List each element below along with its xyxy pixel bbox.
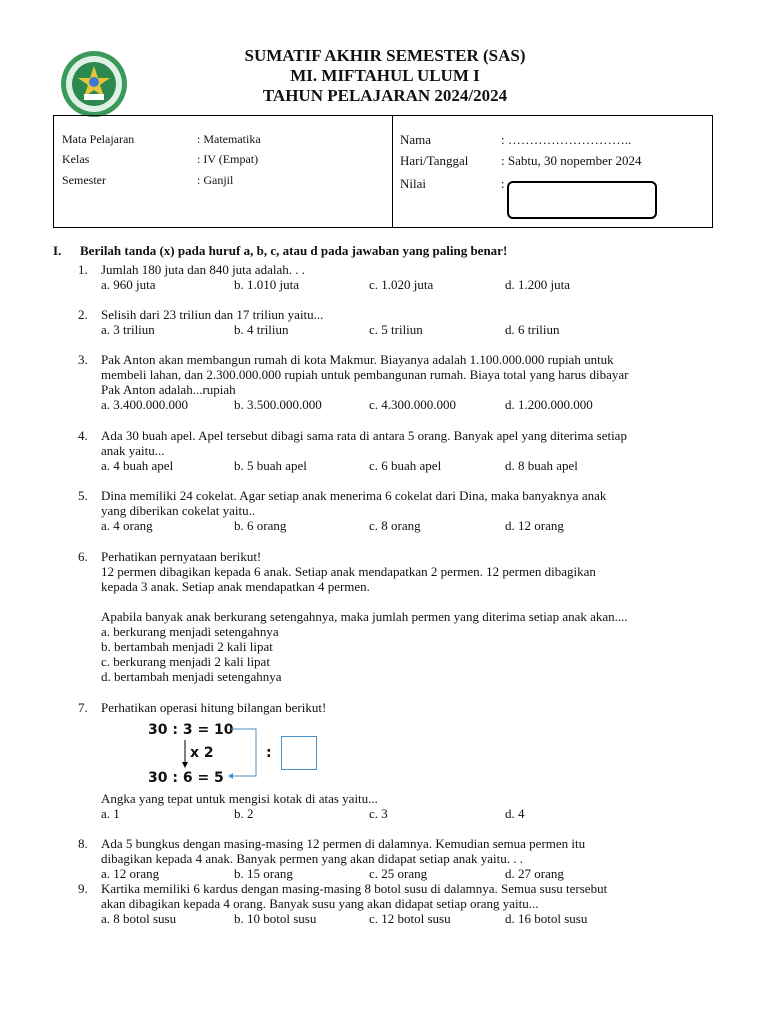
question-4 <box>78 428 718 473</box>
answer-options <box>101 458 718 473</box>
question-text: dibagikan kepada 4 anak. Banyak permen yang akan didapat setiap anak yaitu. . . <box>101 851 523 866</box>
question-text: Pak Anton akan membangun rumah di kota Makmur. Biayanya adalah 1.100.000.000 rupiah untuk <box>101 352 614 367</box>
answer-options <box>101 518 718 533</box>
student-info-box <box>53 115 713 228</box>
question-text: Jumlah 180 juta dan 840 juta adalah. . . <box>101 262 305 277</box>
question-text: yang diberikan cokelat yaitu.. <box>101 503 256 518</box>
school-logo-icon <box>60 50 128 118</box>
option-b[interactable]: b. bertambah menjadi 2 kali lipat <box>101 639 273 654</box>
option-b[interactable]: b. 3.500.000.000 <box>234 397 322 412</box>
question-number: 3. <box>78 352 88 367</box>
header-year: TAHUN PELAJARAN 2024/2024 <box>262 86 508 105</box>
date-value: : Sabtu, 30 nopember 2024 <box>501 153 642 168</box>
arrow-down-icon <box>182 762 188 768</box>
question-7-prompt <box>78 791 718 821</box>
diagram-arrows <box>148 720 348 790</box>
class-label: Kelas <box>62 152 90 166</box>
question-text: kepada 3 anak. Setiap anak mendapatkan 4 permen. <box>101 579 370 594</box>
option-c[interactable]: c. 4.300.000.000 <box>369 397 457 412</box>
header-title: SUMATIF AKHIR SEMESTER (SAS) <box>244 46 526 65</box>
question-text: Perhatikan operasi hitung bilangan berikut! <box>101 700 327 715</box>
question-text: membeli lahan, dan 2.300.000.000 rupiah untuk pembangunan rumah. Biaya total yang harus dibayar <box>101 367 629 382</box>
option-a[interactable]: a. 8 botol susu <box>101 911 177 926</box>
date-label: Hari/Tanggal <box>400 153 469 168</box>
header-school: MI. MIFTAHUL ULUM I <box>290 66 480 85</box>
subject-value: : Matematika <box>197 132 261 146</box>
question-text: Apabila banyak anak berkurang setengahnya, maka jumlah permen yang diterima setiap anak akan.... <box>101 609 628 624</box>
semester-label: Semester <box>62 173 106 187</box>
subject-label: Mata Pelajaran <box>62 132 135 146</box>
option-b[interactable]: b. 15 orang <box>234 866 293 881</box>
answer-options <box>101 806 718 821</box>
score-colon: : <box>501 176 505 191</box>
question-1 <box>78 262 718 292</box>
question-5 <box>78 488 718 533</box>
question-text: Angka yang tepat untuk mengisi kotak di atas yaitu... <box>101 791 378 806</box>
option-d[interactable]: d. 12 orang <box>505 518 564 533</box>
option-a[interactable]: a. 4 orang <box>101 518 153 533</box>
option-a[interactable]: a. 12 orang <box>101 866 160 881</box>
question-6 <box>78 549 718 684</box>
section-number: I. <box>53 243 62 258</box>
option-c[interactable]: c. 12 botol susu <box>369 911 451 926</box>
question-7 <box>78 700 718 715</box>
option-d[interactable]: d. 16 botol susu <box>505 911 588 926</box>
option-d[interactable]: d. 4 <box>505 806 525 821</box>
arrow-left-icon <box>228 773 233 779</box>
question-text: Dina memiliki 24 cokelat. Agar setiap anak menerima 6 cokelat dari Dina, maka banyaknya anak <box>101 488 607 503</box>
blank-line <box>101 594 718 609</box>
question-2 <box>78 307 718 337</box>
class-value: : IV (Empat) <box>197 152 259 166</box>
option-b[interactable]: b. 5 buah apel <box>234 458 307 473</box>
option-d[interactable]: d. bertambah menjadi setengahnya <box>101 669 282 684</box>
equation-bottom: 30 : 6 = 5 <box>148 770 224 786</box>
question-text: Ada 30 buah apel. Apel tersebut dibagi sama rata di antara 5 orang. Banyak apel yang diterima setiap <box>101 428 627 443</box>
question-text: Perhatikan pernyataan berikut! <box>101 549 262 564</box>
question-text: Kartika memiliki 6 kardus dengan masing-masing 8 botol susu di dalamnya. Semua susu tersebut <box>101 881 608 896</box>
option-d[interactable]: d. 1.200 juta <box>505 277 570 292</box>
option-b[interactable]: b. 10 botol susu <box>234 911 317 926</box>
option-b[interactable]: b. 6 orang <box>234 518 287 533</box>
option-d[interactable]: d. 27 orang <box>505 866 564 881</box>
section-instruction: Berilah tanda (x) pada huruf a, b, c, atau d pada jawaban yang paling benar! <box>80 243 508 258</box>
question-text: Selisih dari 23 triliun dan 17 triliun yaitu... <box>101 307 324 322</box>
equation-top: 30 : 3 = 10 <box>148 722 234 738</box>
answer-options <box>101 866 718 881</box>
question-number: 9. <box>78 881 88 896</box>
option-c[interactable]: c. 8 orang <box>369 518 421 533</box>
question-number: 4. <box>78 428 88 443</box>
answer-options <box>101 911 718 926</box>
question-number: 7. <box>78 700 88 715</box>
question-3 <box>78 352 718 412</box>
option-d[interactable]: d. 6 triliun <box>505 322 560 337</box>
option-a[interactable]: a. 3 triliun <box>101 322 155 337</box>
multiplier-label: x 2 <box>190 745 214 761</box>
colon-sign: : <box>266 745 272 761</box>
option-b[interactable]: b. 2 <box>234 806 254 821</box>
option-d[interactable]: d. 1.200.000.000 <box>505 397 593 412</box>
info-divider <box>392 116 393 227</box>
question-8 <box>78 836 718 881</box>
exam-header <box>160 46 610 106</box>
answer-box[interactable] <box>281 736 317 770</box>
option-c[interactable]: c. 5 triliun <box>369 322 423 337</box>
option-c[interactable]: c. 25 orang <box>369 866 428 881</box>
question-text: Ada 5 bungkus dengan masing-masing 12 permen di dalamnya. Kemudian semua permen itu <box>101 836 586 851</box>
section-heading <box>53 243 507 259</box>
answer-options <box>101 322 718 337</box>
division-diagram <box>148 720 348 790</box>
option-b[interactable]: b. 1.010 juta <box>234 277 299 292</box>
option-a[interactable]: a. 960 juta <box>101 277 156 292</box>
question-number: 1. <box>78 262 88 277</box>
question-number: 8. <box>78 836 88 851</box>
score-label: Nilai <box>400 176 426 191</box>
question-text: anak yaitu... <box>101 443 165 458</box>
semester-value: : Ganjil <box>197 173 234 187</box>
option-a[interactable]: a. 3.400.000.000 <box>101 397 189 412</box>
option-c[interactable]: c. 1.020 juta <box>369 277 434 292</box>
option-c[interactable]: c. 6 buah apel <box>369 458 442 473</box>
option-a[interactable]: a. 4 buah apel <box>101 458 174 473</box>
question-text: 12 permen dibagikan kepada 6 anak. Setiap anak mendapatkan 2 permen. 12 permen dibagikan <box>101 564 596 579</box>
option-a[interactable]: a. berkurang menjadi setengahnya <box>101 624 279 639</box>
question-number: 6. <box>78 549 88 564</box>
answer-options <box>101 397 718 412</box>
name-field[interactable]: : ……………………….. <box>501 132 632 147</box>
option-c[interactable]: c. 3 <box>369 806 388 821</box>
name-label: Nama <box>400 132 432 147</box>
question-text: akan dibagikan kepada 4 orang. Banyak susu yang akan didapat setiap orang yaitu... <box>101 896 539 911</box>
option-a[interactable]: a. 1 <box>101 806 120 821</box>
option-b[interactable]: b. 4 triliun <box>234 322 289 337</box>
question-number: 2. <box>78 307 88 322</box>
question-number: 5. <box>78 488 88 503</box>
answer-options <box>101 277 718 292</box>
question-text: Pak Anton adalah...rupiah <box>101 382 236 397</box>
option-d[interactable]: d. 8 buah apel <box>505 458 578 473</box>
score-box[interactable] <box>507 181 657 219</box>
question-9 <box>78 881 718 926</box>
option-c[interactable]: c. berkurang menjadi 2 kali lipat <box>101 654 270 669</box>
